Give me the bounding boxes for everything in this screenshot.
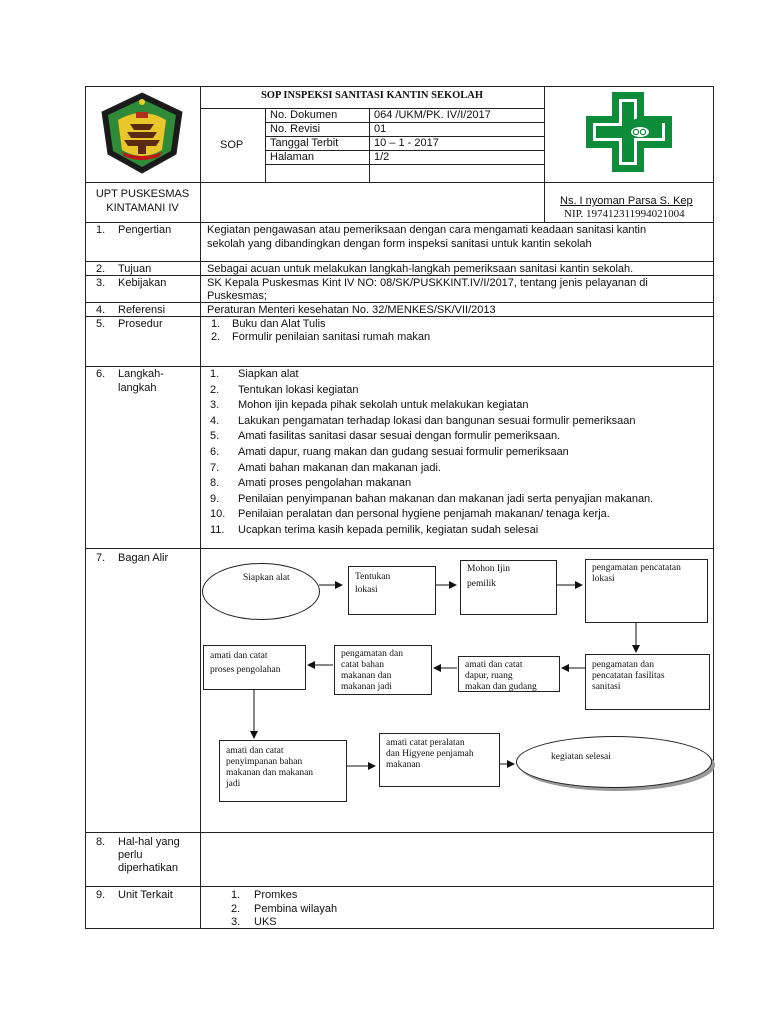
flow-node-line: pencatatan fasilitas xyxy=(592,671,665,681)
flow-node-storage xyxy=(219,740,347,802)
field-value: 01 xyxy=(374,123,387,135)
list-item: Amati bahan makanan dan makanan jadi. xyxy=(238,461,442,474)
list-item: Ucapkan terima kasih kepada pemilik, kegiatan sudah selesai xyxy=(238,524,539,536)
list-item: Promkes xyxy=(254,889,298,901)
section-label: Prosedur xyxy=(118,318,163,330)
list-number: 11. xyxy=(210,524,225,536)
flow-node-food-materials xyxy=(334,645,432,695)
flow-node-line: dan Higyene penjamah xyxy=(386,749,474,759)
list-number: 2. xyxy=(211,331,221,343)
list-item: Penilaian peralatan dan personal hygiene penjamah makanan/ tenaga kerja. xyxy=(238,508,610,521)
flow-node-line: amati catat peralatan xyxy=(386,738,465,748)
list-number: 6. xyxy=(210,446,220,458)
field-value: 10 – 1 - 2017 xyxy=(374,137,439,149)
section-number: 1. xyxy=(96,224,106,236)
flow-node-kitchen xyxy=(458,656,560,692)
section-number: 9. xyxy=(96,889,106,901)
flow-node-line: amati dan catat xyxy=(210,651,268,661)
flow-node-line: makan dan gudang xyxy=(465,682,537,692)
flow-node-line: amati dan catat xyxy=(226,746,284,756)
list-item: Amati proses pengolahan makanan xyxy=(238,477,412,490)
section-label: Langkah- xyxy=(118,368,164,380)
list-number: 3. xyxy=(210,399,220,412)
flow-node-line: makanan dan xyxy=(341,671,392,681)
org-name: UPT PUSKESMAS xyxy=(95,188,190,200)
document-title: SOP INSPEKSI SANITASI KANTIN SEKOLAH xyxy=(260,90,484,101)
sop-label: SOP xyxy=(220,139,244,151)
section-text: Peraturan Menteri kesehatan No. 32/MENKES/SK/VII/2013 xyxy=(207,304,496,316)
list-number: 5. xyxy=(210,430,220,443)
flow-node-line: Mohon Ijin xyxy=(467,564,511,574)
list-item: Lakukan pengamatan terhadap lokasi dan bangunan sesuai formulir pemeriksaan xyxy=(238,414,636,427)
flow-node-line: pengamatan pencatatan xyxy=(592,563,681,573)
flow-node-line: lokasi xyxy=(592,574,615,584)
list-number: 4. xyxy=(210,414,220,427)
flow-node-line: makanan dan makanan xyxy=(226,768,314,778)
section-text: SK Kepala Puskesmas Kint IV NO: 08/SK/PUSKKINT.IV/I/2017, tentang jenis pelayanan di xyxy=(207,277,648,289)
flow-node-line: catat bahan xyxy=(341,660,384,670)
signer-name: Ns. I nyoman Parsa S. Kep xyxy=(560,195,693,207)
field-value: 1/2 xyxy=(374,151,390,163)
section-number: 3. xyxy=(96,277,106,289)
list-item: Amati fasilitas sanitasi dasar sesuai dengan formulir pemeriksaan. xyxy=(238,430,561,443)
list-item: Siapkan alat xyxy=(238,368,299,380)
section-number: 7. xyxy=(96,552,106,564)
signer-nip: NIP. 197412311994021004 xyxy=(564,208,685,220)
list-number: 9. xyxy=(210,492,220,505)
flow-end-node: kegiatan selesai xyxy=(516,736,712,788)
flow-node-line: pengamatan dan xyxy=(592,660,654,670)
section-label: Tujuan xyxy=(118,263,152,275)
flow-node-line: jadi xyxy=(226,779,241,789)
field-label: No. Dokumen xyxy=(270,109,338,121)
section-number: 5. xyxy=(96,318,106,330)
section-label: Hal-hal yang xyxy=(118,836,180,848)
flow-node-sanitation-facilities xyxy=(585,654,710,710)
flow-node-line: proses pengolahan xyxy=(210,665,281,675)
list-item: Buku dan Alat Tulis xyxy=(232,318,326,330)
section-text: Sebagai acuan untuk melakukan langkah-langkah pemeriksaan sanitasi kantin sekolah. xyxy=(207,263,634,275)
list-number: 2. xyxy=(231,903,241,915)
list-number: 10. xyxy=(210,508,226,521)
section-number: 8. xyxy=(96,836,106,848)
section-label: Pengertian xyxy=(118,224,172,236)
list-number: 7. xyxy=(210,461,220,474)
list-number: 1. xyxy=(211,318,221,330)
section-label: perlu xyxy=(118,849,143,861)
flow-node-line: pengamatan dan xyxy=(341,649,403,659)
flow-node-line: dapur, ruang xyxy=(465,671,513,681)
list-item: UKS xyxy=(254,916,277,928)
list-number: 1. xyxy=(231,889,241,901)
section-label: Unit Terkait xyxy=(118,889,173,901)
list-number: 3. xyxy=(231,916,241,928)
list-number: 2. xyxy=(210,383,220,396)
section-label: Bagan Alir xyxy=(118,552,169,564)
flow-node-location xyxy=(348,566,436,615)
flow-node-line: sanitasi xyxy=(592,682,621,692)
flow-node-line: makanan jadi xyxy=(341,682,392,692)
flow-node-line: Tentukan xyxy=(355,572,391,582)
org-unit: KINTAMANI IV xyxy=(106,202,179,214)
flow-node-line: lokasi xyxy=(355,585,378,595)
section-number: 2. xyxy=(96,263,106,275)
section-number: 4. xyxy=(96,304,106,316)
flow-node-line: amati dan catat xyxy=(465,660,523,670)
field-label: No. Revisi xyxy=(270,123,321,135)
list-item: Amati dapur, ruang makan dan gudang sesuai formulir pemeriksaan xyxy=(238,446,569,458)
list-number: 1. xyxy=(210,368,220,380)
section-label: diperhatikan xyxy=(118,862,178,874)
section-text: sekolah yang dibandingkan dengan form inspeksi sanitasi untuk kantin sekolah xyxy=(207,238,592,250)
field-value: 064 /UKM/PK. IV/I/2017 xyxy=(374,109,491,121)
section-text: Puskesmas; xyxy=(207,290,267,302)
section-label: langkah xyxy=(118,382,157,394)
section-label: Kebijakan xyxy=(118,277,167,289)
section-label: Referensi xyxy=(118,304,166,316)
list-item: Tentukan lokasi kegiatan xyxy=(238,383,359,396)
list-item: Formulir penilaian sanitasi rumah makan xyxy=(232,331,431,343)
flow-node-line: pemilik xyxy=(467,579,497,589)
list-item: Penilaian penyimpanan bahan makanan dan makanan jadi serta penyajian makanan. xyxy=(238,492,654,505)
flow-node-processing xyxy=(203,645,306,690)
field-label: Tanggal Terbit xyxy=(270,137,339,149)
flow-node-location-observation xyxy=(585,559,708,623)
flow-node-equipment-hygiene xyxy=(379,733,500,787)
section-number: 6. xyxy=(96,368,106,380)
flow-node-line: makanan xyxy=(386,760,421,770)
list-item: Mohon ijin kepada pihak sekolah untuk melakukan kegiatan xyxy=(238,399,529,412)
flow-node-permission xyxy=(460,560,557,615)
section-text: Kegiatan pengawasan atau pemeriksaan dengan cara mengamati keadaan sanitasi kantin xyxy=(207,224,647,236)
flow-start-node: Siapkan alat xyxy=(202,563,320,620)
list-item: Pembina wilayah xyxy=(254,903,338,915)
flow-node-line: penyimpanan bahan xyxy=(226,757,303,767)
field-label: Halaman xyxy=(270,151,315,163)
list-number: 8. xyxy=(210,477,220,490)
